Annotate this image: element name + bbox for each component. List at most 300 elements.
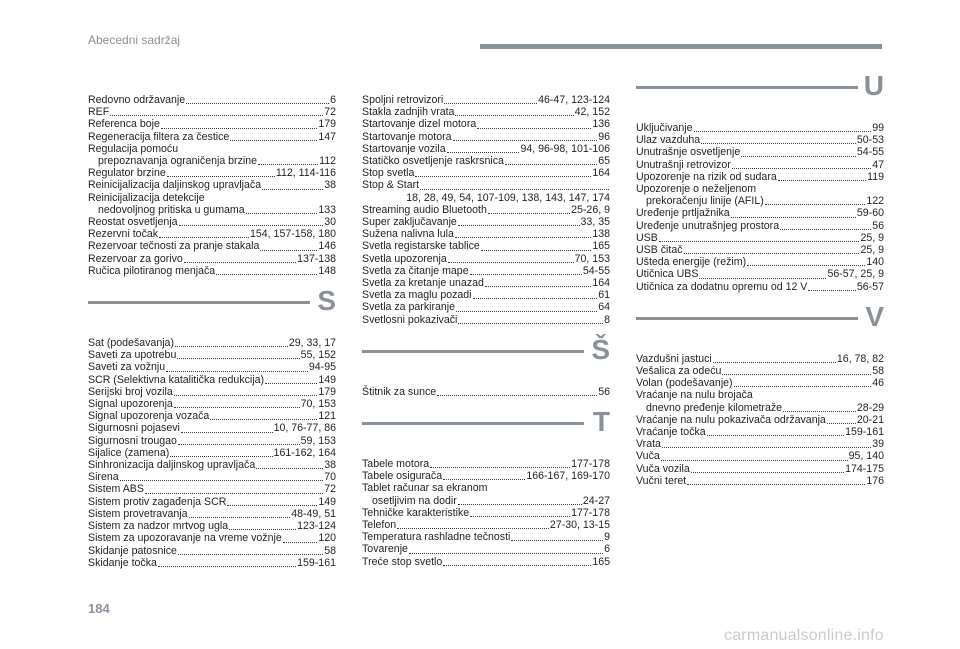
index-page-refs: 179 — [318, 385, 336, 398]
index-entry — [636, 122, 884, 134]
index-entry — [88, 471, 336, 483]
index-page-refs: 136 — [592, 118, 610, 131]
index-term: Super zaključavanje — [362, 216, 457, 229]
index-term: Uređenje prtljažnika — [636, 207, 730, 220]
index-entry — [362, 265, 610, 277]
index-entry — [88, 253, 336, 265]
index-column-3 — [636, 70, 884, 487]
index-term: Sistem za nadzor mrtvog ugla — [88, 520, 229, 533]
index-term: Sistem za upozoravanje na vreme vožnje — [88, 532, 282, 545]
dot-leader — [691, 472, 844, 473]
index-term: Sat (podešavanja) — [88, 337, 174, 350]
index-page-refs: 38 — [324, 459, 336, 472]
index-term: Svetla upozorenja — [362, 252, 447, 265]
section-divider-bar — [362, 422, 584, 425]
index-page-refs: 29, 33, 17 — [288, 337, 336, 350]
dot-leader — [699, 278, 826, 279]
index-entry — [362, 470, 610, 482]
index-entry — [88, 349, 336, 361]
dot-leader — [283, 542, 318, 543]
section-divider-bar — [636, 86, 858, 89]
index-entry — [88, 520, 336, 532]
dot-leader — [731, 217, 856, 218]
index-page-refs: 148 — [318, 264, 336, 277]
dot-leader — [184, 262, 296, 263]
index-term: Ušteda energije (režim) — [636, 256, 747, 269]
index-entry — [636, 146, 884, 158]
index-entry — [636, 377, 884, 389]
index-entry — [636, 134, 884, 146]
dot-leader — [684, 253, 860, 254]
dot-leader — [443, 565, 591, 566]
index-entry — [362, 204, 610, 216]
dot-leader — [444, 103, 537, 104]
index-term: Ulaz vazduha — [636, 134, 701, 147]
index-page-refs: 58 — [324, 544, 336, 557]
index-term: Temperatura rashladne tečnosti — [362, 531, 511, 544]
index-page-refs: 112, 114-116 — [275, 167, 336, 180]
index-term: Sistem ABS — [88, 483, 144, 496]
index-page-refs: 56-57 — [856, 280, 884, 293]
dot-leader — [110, 115, 323, 116]
index-entry — [362, 301, 610, 313]
dot-leader — [455, 115, 573, 116]
index-term: Rezervni točak — [88, 228, 159, 241]
index-term: Signal upozorenja — [88, 398, 173, 411]
index-page-refs: 70, 153 — [300, 398, 336, 411]
index-term: Svetla registarske tablice — [362, 240, 480, 253]
index-entry — [88, 228, 336, 240]
dot-leader — [732, 168, 871, 169]
index-term: Rezervoar tečnosti za pranje stakala — [88, 240, 260, 253]
index-page-refs: 165 — [592, 555, 610, 568]
header-divider-bar — [480, 44, 882, 49]
index-page-refs: 149 — [318, 373, 336, 386]
dot-leader — [701, 143, 856, 144]
dot-leader — [262, 189, 323, 190]
index-entry — [88, 398, 336, 410]
dot-leader — [174, 407, 300, 408]
index-term: Sigurnosni trougao — [88, 434, 177, 447]
dot-leader — [662, 447, 871, 448]
index-term: Statičko osvetljenje raskrsnica — [362, 155, 504, 168]
index-term: Reinicijalizacija daljinskog upravljača — [88, 179, 262, 192]
index-term: Telefon — [362, 519, 397, 532]
dot-leader — [477, 128, 591, 129]
index-page-refs: 70 — [324, 471, 336, 484]
section-divider — [88, 287, 336, 333]
dot-leader — [765, 204, 866, 205]
dot-leader — [227, 505, 317, 506]
index-entry — [636, 244, 884, 256]
index-term: Svetlosni pokazivači — [362, 313, 458, 326]
index-entry — [88, 216, 336, 228]
index-entry — [88, 532, 336, 544]
dot-leader — [722, 374, 871, 375]
index-page-refs: 25-26, 9 — [571, 203, 610, 216]
dot-leader — [415, 176, 591, 177]
index-page-refs: 99 — [872, 122, 884, 134]
index-term: Startovanje dizel motora — [362, 118, 477, 131]
index-entry — [88, 508, 336, 520]
index-page-refs: 59-60 — [856, 207, 884, 220]
dot-leader — [808, 290, 856, 291]
dot-leader — [145, 493, 323, 494]
index-term: Reostat osvetljenja — [88, 216, 178, 229]
index-page-refs: 138 — [592, 228, 610, 241]
dot-leader — [741, 156, 856, 157]
index-page-refs: 39 — [872, 438, 884, 451]
page-header-title: Abecedni sadržaj — [88, 33, 181, 47]
index-page-refs: 47 — [872, 158, 884, 171]
section-divider — [636, 300, 884, 349]
index-entry — [362, 386, 610, 398]
index-entry — [88, 374, 336, 386]
index-page-refs: 33, 35 — [580, 216, 610, 229]
index-page-refs: 24-27 — [582, 494, 610, 507]
dot-leader — [178, 554, 323, 555]
index-entry — [88, 94, 336, 106]
index-page-refs: 25, 9 — [860, 244, 884, 257]
index-page-refs: 46-47, 123-124 — [538, 94, 610, 106]
index-entry — [362, 543, 610, 555]
index-term: Regeneracija filtera za čestice — [88, 130, 230, 143]
index-term: Tovarenje — [362, 543, 408, 556]
dot-leader — [473, 298, 598, 299]
index-entry — [636, 207, 884, 219]
index-term: USB — [636, 231, 658, 244]
index-entry — [88, 361, 336, 373]
index-entry — [88, 496, 336, 508]
dot-leader — [734, 386, 872, 387]
index-page-refs: 6 — [330, 94, 336, 106]
dot-leader — [166, 371, 308, 372]
index-subentry — [88, 155, 336, 167]
index-term: Saveti za vožnju — [88, 361, 166, 374]
index-entry — [88, 337, 336, 349]
index-entry — [362, 143, 610, 155]
index-entry — [88, 179, 336, 191]
index-entry — [362, 155, 610, 167]
index-term: Treće stop svetlo — [362, 555, 443, 568]
dot-leader — [447, 152, 520, 153]
index-term: Signal upozorenja vozača — [88, 410, 210, 423]
dot-leader — [694, 131, 872, 132]
dot-leader — [170, 456, 272, 457]
index-entry — [362, 556, 610, 568]
index-term: Skidanje točka — [88, 556, 157, 569]
dot-leader — [189, 517, 291, 518]
index-entry — [362, 94, 610, 106]
index-term: Svetla za parkiranje — [362, 301, 456, 314]
dot-leader — [783, 411, 856, 412]
index-page-refs: 27-30, 13-15 — [549, 519, 610, 532]
index-entry — [88, 483, 336, 495]
index-term: Svetla za maglu pozadi — [362, 289, 472, 302]
section-letter: T — [592, 406, 610, 438]
index-entry — [636, 426, 884, 438]
dot-leader — [181, 432, 273, 433]
index-term: Referenca boje — [88, 118, 160, 131]
index-term: Vuča vozila — [636, 462, 690, 475]
index-entry — [362, 314, 610, 326]
index-entry — [88, 386, 336, 398]
watermark-text: carmanualsonline.info — [724, 627, 884, 644]
dot-leader — [778, 180, 866, 181]
index-term: Stop & Start — [362, 179, 420, 192]
dot-leader — [161, 128, 317, 129]
index-page-refs: 9 — [604, 531, 610, 544]
index-term: Tabele motora — [362, 458, 430, 471]
dot-leader — [659, 241, 860, 242]
index-page-refs: 10, 76-77, 86 — [273, 422, 336, 435]
index-entry — [88, 106, 336, 118]
index-term: USB čitač — [636, 244, 683, 257]
dot-leader — [511, 540, 603, 541]
dot-leader — [470, 516, 570, 517]
index-entry-heading: Vraćanje na nulu brojača — [636, 389, 753, 402]
index-term: Sužena nalivna lula — [362, 228, 454, 241]
dot-leader — [437, 395, 597, 396]
index-term: Rezervoar za gorivo — [88, 252, 183, 265]
index-entry — [362, 519, 610, 531]
index-entry — [636, 220, 884, 232]
index-entry-heading: Regulacija pomoću — [88, 142, 179, 155]
index-term: Vučni teret — [636, 474, 687, 487]
index-page-refs: 154, 157-158, 180 — [249, 228, 336, 241]
dot-leader — [260, 250, 317, 251]
index-entry — [636, 475, 884, 487]
index-term: Streaming audio Bluetooth — [362, 203, 487, 216]
index-page-refs: 133 — [318, 203, 336, 216]
index-entry — [362, 106, 610, 118]
index-term: Svetla za čitanje mape — [362, 264, 469, 277]
dot-leader — [455, 237, 591, 238]
index-entry — [362, 240, 610, 252]
index-term: Tabele osigurača — [362, 470, 443, 483]
index-page-refs: 64 — [598, 301, 610, 314]
index-page-refs: 176 — [866, 474, 884, 487]
index-term: REF — [88, 106, 110, 119]
index-subentry — [362, 192, 610, 204]
index-term: Utičnica UBS — [636, 268, 699, 281]
index-term: Uređenje unutrašnjeg prostora — [636, 219, 780, 232]
dot-leader — [210, 419, 317, 420]
index-term: prekoračenju linije (AFIL) — [646, 195, 764, 208]
index-subentry — [636, 195, 884, 207]
index-term: Sigurnosni pojasevi — [88, 422, 180, 435]
dot-leader — [409, 553, 603, 554]
index-entry-heading: Upozorenje o neželjenom — [636, 183, 757, 196]
dot-leader — [216, 274, 317, 275]
dot-leader — [456, 311, 597, 312]
dot-leader — [167, 176, 275, 177]
index-page-refs: 161-162, 164 — [273, 446, 336, 459]
index-entry-heading: Tablet računar sa ekranom — [362, 482, 488, 495]
index-page-refs: 8 — [604, 313, 610, 326]
index-entry — [636, 414, 884, 426]
index-entry — [362, 531, 610, 543]
dot-leader — [256, 468, 323, 469]
dot-leader — [258, 164, 318, 165]
index-page-refs: 96 — [598, 130, 610, 143]
index-entry — [362, 118, 610, 130]
index-page-refs: 147 — [318, 130, 336, 143]
section-letter: V — [865, 300, 884, 332]
dot-leader — [485, 286, 591, 287]
index-column-1 — [88, 94, 336, 569]
index-page-refs: 50-53 — [856, 134, 884, 147]
index-term: Utičnica za dodatnu opremu od 12 V — [636, 280, 808, 293]
dot-leader — [780, 229, 871, 230]
index-term: Sirena — [88, 471, 119, 484]
index-term: osetljivim na dodir — [372, 494, 457, 507]
index-entry-heading: Reinicijalizacija detekcije — [88, 191, 205, 204]
index-entry — [636, 365, 884, 377]
index-page-refs: 177-178 — [571, 506, 610, 519]
dot-leader — [458, 323, 603, 324]
index-page-refs: 94, 96-98, 101-106 — [520, 142, 610, 155]
index-entry — [362, 253, 610, 265]
index-page-refs: 59, 153 — [300, 434, 336, 447]
index-term: Saveti za upotrebu — [88, 349, 177, 362]
section-letter: S — [317, 285, 336, 317]
index-entry — [88, 422, 336, 434]
index-term: Svetla za kretanje unazad — [362, 277, 484, 290]
index-page-refs: 20-21 — [856, 413, 884, 426]
index-entry — [362, 289, 610, 301]
index-entry — [636, 232, 884, 244]
dot-leader — [178, 444, 300, 445]
dot-leader — [397, 528, 549, 529]
section-divider — [636, 72, 884, 118]
dot-leader — [179, 225, 324, 226]
index-subentry — [636, 402, 884, 414]
index-entry — [636, 353, 884, 365]
index-page-refs: 70, 153 — [574, 252, 610, 265]
index-page-refs: 58 — [872, 365, 884, 378]
index-entry — [362, 179, 610, 191]
index-term: Skidanje patosnice — [88, 544, 177, 557]
dot-leader — [687, 484, 865, 485]
index-entry — [362, 507, 610, 519]
index-page-refs: 164 — [592, 167, 610, 180]
dot-leader — [159, 237, 249, 238]
dot-leader — [177, 358, 299, 359]
dot-leader — [453, 140, 598, 141]
index-entry — [362, 167, 610, 179]
index-entry — [88, 459, 336, 471]
index-entry — [636, 256, 884, 268]
dot-leader — [120, 480, 324, 481]
index-entry — [362, 458, 610, 470]
index-term: Unutrašnji retrovizor — [636, 158, 731, 171]
index-page-refs: 179 — [318, 118, 336, 131]
dot-leader — [488, 213, 570, 214]
index-entry — [362, 277, 610, 289]
index-page-refs: 16, 78, 82 — [836, 352, 884, 365]
index-term: Stakla zadnjih vrata — [362, 106, 455, 119]
index-entry — [88, 447, 336, 459]
index-page-refs: 55, 152 — [300, 349, 336, 362]
index-term: Sinhronizacija daljinskog upravljača — [88, 459, 256, 472]
dot-leader — [661, 460, 848, 461]
index-entry — [636, 281, 884, 293]
dot-leader — [505, 164, 597, 165]
index-subentry — [362, 495, 610, 507]
index-term: nedovoljnog pritiska u gumama — [98, 203, 245, 216]
index-page-refs: 177-178 — [571, 458, 610, 471]
index-entry — [636, 450, 884, 462]
index-page-refs: 112 — [319, 155, 336, 168]
index-page-refs: 146 — [318, 240, 336, 253]
index-page-refs: 56 — [872, 219, 884, 232]
dot-leader — [174, 395, 318, 396]
index-page-refs: 46 — [872, 377, 884, 390]
index-term: Vrata — [636, 438, 661, 451]
index-page-refs: 72 — [324, 483, 336, 496]
dot-leader — [443, 479, 525, 480]
index-entry — [88, 435, 336, 447]
dot-leader — [430, 467, 570, 468]
index-page-refs: 72 — [324, 106, 336, 119]
page-number: 184 — [88, 601, 110, 616]
index-term: Redovno održavanje — [88, 94, 186, 106]
dot-leader — [827, 423, 856, 424]
index-entry — [88, 557, 336, 569]
index-page-refs: 54-55 — [856, 146, 884, 159]
index-term: Startovanje vozila — [362, 142, 446, 155]
index-page-refs: 56 — [598, 385, 610, 398]
index-page-refs: 38 — [324, 179, 336, 192]
index-term: Spoljni retrovizori — [362, 94, 444, 106]
index-term: Stop svetla — [362, 167, 415, 180]
index-page-refs: 121 — [318, 410, 336, 423]
index-term: Štitnik za sunce — [362, 385, 437, 398]
index-page-refs: 165 — [592, 240, 610, 253]
index-entry — [636, 268, 884, 280]
index-term: Vraćanje na nulu pokazivača održavanja — [636, 413, 826, 426]
index-page-refs: 149 — [318, 495, 336, 508]
index-term: prepoznavanja ograničenja brzine — [98, 155, 258, 168]
index-entry — [88, 545, 336, 557]
index-entry — [88, 167, 336, 179]
index-page-refs: 65 — [598, 155, 610, 168]
dot-leader — [713, 362, 836, 363]
index-term: Tehničke karakteristike — [362, 506, 470, 519]
index-entry — [636, 438, 884, 450]
index-page-refs: 119 — [867, 170, 884, 183]
index-entry — [362, 228, 610, 240]
dot-leader — [265, 383, 317, 384]
index-term: Unutrašnje osvetljenje — [636, 146, 741, 159]
section-divider — [362, 408, 610, 454]
index-page-refs: 56-57, 25, 9 — [827, 268, 884, 281]
index-page-refs: 166-167, 169-170 — [526, 470, 610, 483]
dot-leader — [186, 103, 329, 104]
section-divider-bar — [636, 317, 858, 320]
index-page-refs: 159-161 — [845, 426, 884, 439]
index-term: SCR (Selektivna katalitička redukcija) — [88, 373, 265, 386]
dot-leader — [229, 529, 296, 530]
dot-leader — [175, 346, 288, 347]
index-page-refs: 6 — [604, 543, 610, 556]
index-entry — [362, 216, 610, 228]
index-entry — [88, 118, 336, 130]
index-term: Volan (podešavanje) — [636, 377, 733, 390]
index-page-refs: 140 — [866, 256, 884, 269]
index-term: Ručica pilotiranog menjača — [88, 264, 216, 277]
